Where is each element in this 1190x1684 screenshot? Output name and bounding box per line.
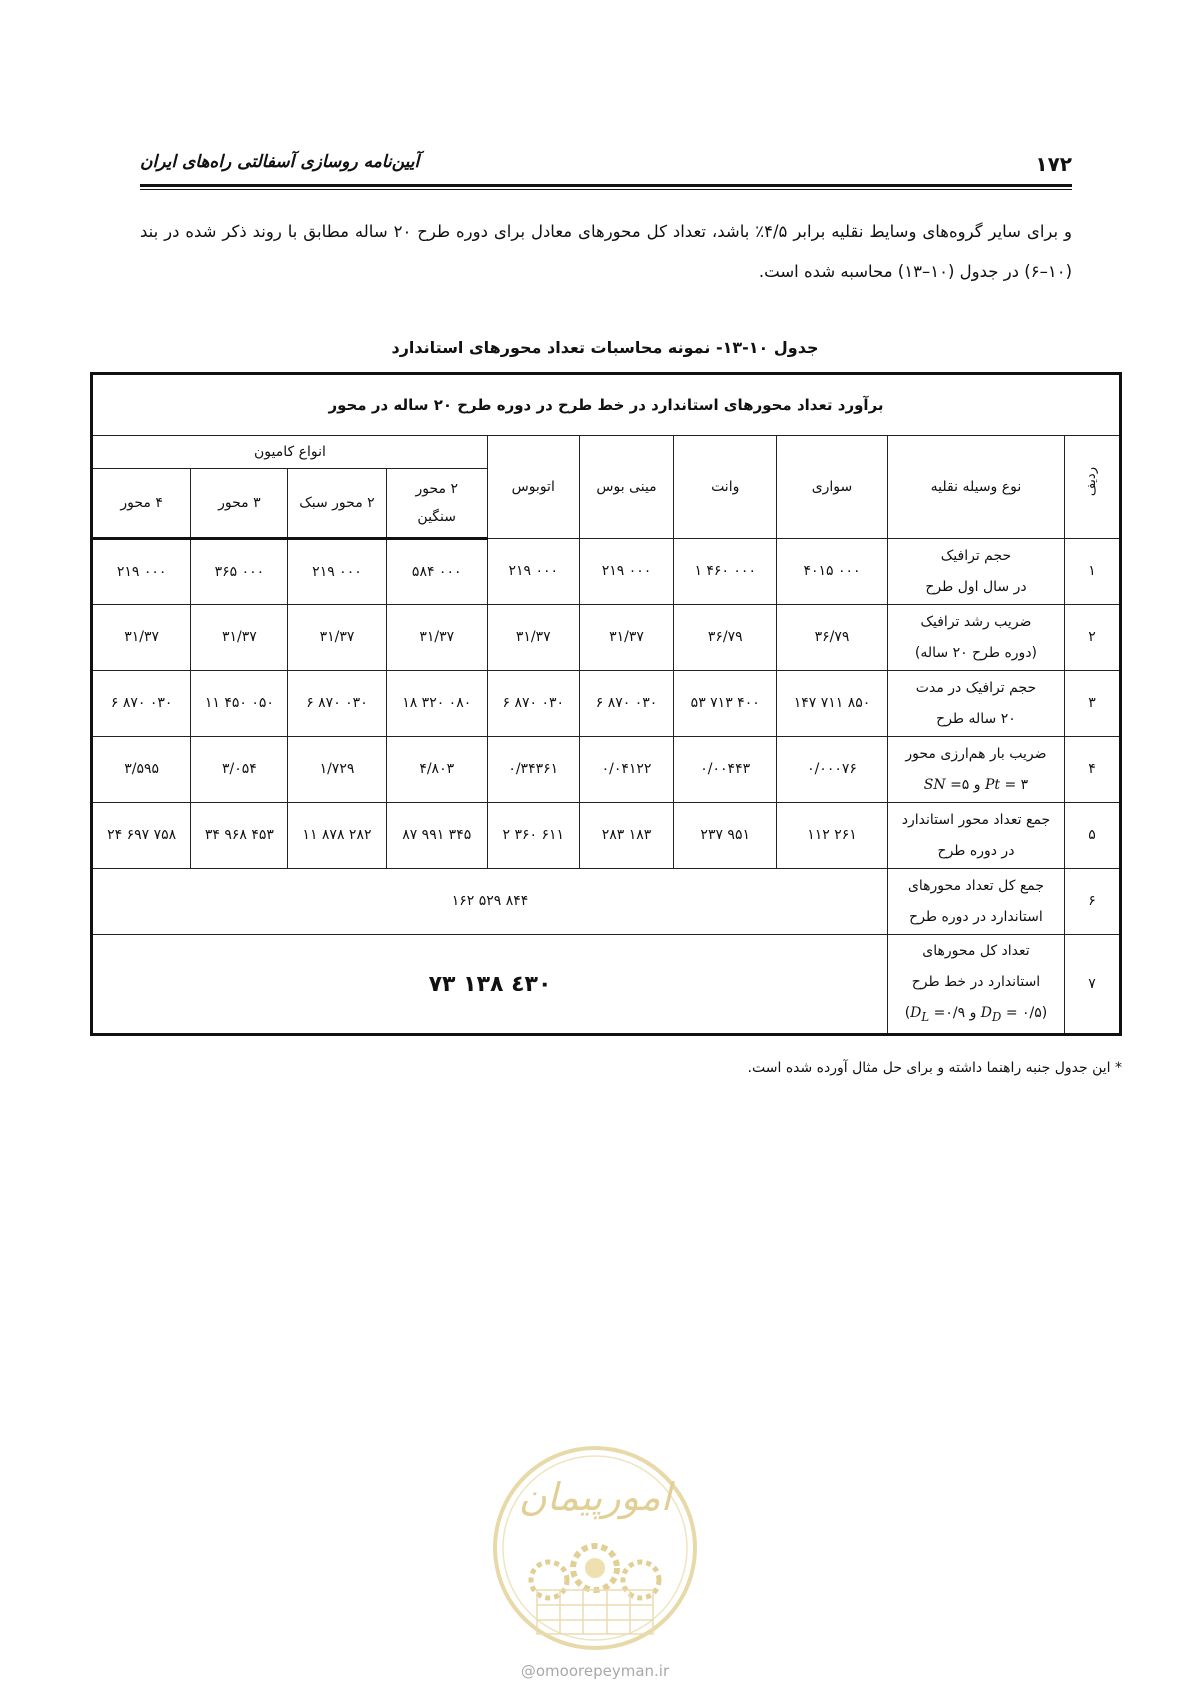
header-car: سواری: [776, 436, 887, 539]
seal-logo-icon: [487, 1440, 703, 1656]
table-caption: جدول ۱۰-۱۳- نمونه محاسبات تعداد محورهای استاندارد: [391, 338, 819, 357]
row-label-line: استاندارد در خط طرح: [911, 973, 1041, 990]
header-2axle-light: ۲ محور سبک: [288, 469, 386, 539]
cell-value: ۳۱/۳۷: [386, 605, 487, 671]
pt-value: = ۳: [1004, 776, 1029, 793]
cell-value: ۳۶/۷۹: [776, 605, 887, 671]
header-4axle: ۴ محور: [92, 469, 191, 539]
row-number: ۴: [1064, 737, 1120, 803]
sn-symbol: SN: [923, 776, 946, 793]
and-word: و: [969, 1004, 977, 1021]
row-number: ۵: [1064, 803, 1120, 869]
cell-value: ۴۰۱۵ ۰۰۰: [776, 539, 887, 605]
row-label: [888, 935, 1065, 1035]
cell-value: ۵۳ ۷۱۳ ۴۰۰: [674, 671, 776, 737]
header-2axle-label: ۲ محور: [415, 481, 458, 497]
header-2axle-heavy: [386, 469, 487, 539]
row-number: ۶: [1064, 869, 1120, 935]
cell-value: ۱۱ ۸۷۸ ۲۸۲: [288, 803, 386, 869]
row-label-line: ۲۰ ساله طرح: [936, 710, 1016, 727]
cell-value: ۶ ۸۷۰ ۰۳۰: [92, 671, 191, 737]
dl-subscript: L: [921, 1009, 930, 1024]
cell-value: ۳/۰۵۴: [191, 737, 288, 803]
standard-axles-table: [90, 372, 1122, 1036]
seal-text: امورپیمان: [518, 1475, 672, 1519]
row-number: ۲: [1064, 605, 1120, 671]
row-label-line: در سال اول طرح: [925, 578, 1027, 595]
cell-value: ۲۱۹ ۰۰۰: [288, 539, 386, 605]
row-label-formula: [892, 770, 1060, 801]
cell-value: ۵۸۴ ۰۰۰: [386, 539, 487, 605]
paren-open: (: [1041, 1004, 1048, 1021]
header-rule-thick: [140, 184, 1072, 187]
header-truck-group: انواع کامیون: [92, 436, 488, 469]
cell-value: ۳۴ ۹۶۸ ۴۵۳: [191, 803, 288, 869]
cell-value: ۰/۰۰۰۷۶: [776, 737, 887, 803]
row-label: [888, 737, 1065, 803]
cell-value: ۳۱/۳۷: [288, 605, 386, 671]
cell-value: ۳/۵۹۵: [92, 737, 191, 803]
intro-paragraph: و برای سایر گروه‌های وسایط نقلیه برابر ۴/۵٪ باشد، تعداد کل محورهای معادل برای دوره طرح ۲۰ ساله مطابق با روند ذکر شده در بند (۱۰–۶) در جدول (۱۰–۱۳) محاسبه شده است.: [140, 222, 1072, 281]
sn-value: =۵: [950, 776, 970, 793]
dd-value: = ۰/۵: [1005, 1004, 1042, 1021]
row-label-line: حجم ترافیک در مدت: [915, 679, 1037, 696]
cell-value: ۸۷ ۹۹۱ ۳۴۵: [386, 803, 487, 869]
cell-value: ۱۱ ۴۵۰ ۰۵۰: [191, 671, 288, 737]
header-bus: اتوبوس: [487, 436, 579, 539]
cell-value: ۲۳۷ ۹۵۱: [674, 803, 776, 869]
dd-symbol: D: [980, 1004, 993, 1021]
header-minibus: مینی بوس: [579, 436, 674, 539]
row-number: ۱: [1064, 539, 1120, 605]
row-label-line: استاندارد در دوره طرح: [909, 908, 1043, 925]
row-label: [888, 671, 1065, 737]
dl-value: =۰/۹: [933, 1004, 966, 1021]
cell-value: ۲۱۹ ۰۰۰: [92, 539, 191, 605]
cell-value: ۳۱/۳۷: [579, 605, 674, 671]
row-label-line: تعداد کل محورهای: [922, 942, 1030, 959]
cell-value: ۰/۳۴۳۶۱: [487, 737, 579, 803]
cell-value: ۲ ۳۶۰ ۶۱۱: [487, 803, 579, 869]
paren-close: ): [904, 1004, 911, 1021]
row-label: [888, 803, 1065, 869]
cell-value: ۱۴۷ ۷۱۱ ۸۵۰: [776, 671, 887, 737]
row-number: ۳: [1064, 671, 1120, 737]
cell-value: ۲۱۹ ۰۰۰: [487, 539, 579, 605]
header-rule-thin: [140, 189, 1072, 190]
table-banner: برآورد تعداد محورهای استاندارد در خط طرح در دوره طرح ۲۰ ساله در محور: [92, 374, 1121, 436]
pt-symbol: Pt: [984, 776, 1001, 793]
row-label: [888, 539, 1065, 605]
cell-value: ۲۸۳ ۱۸۳: [579, 803, 674, 869]
row-label: [888, 605, 1065, 671]
watermark-site: @omoorepeyman.ir: [520, 1662, 670, 1680]
cell-value: ۲۴ ۶۹۷ ۷۵۸: [92, 803, 191, 869]
running-head: [140, 146, 1072, 186]
and-word: و: [973, 776, 981, 793]
header-vehicle-type: نوع وسیله نقلیه: [888, 436, 1065, 539]
cell-value: ۶ ۸۷۰ ۰۳۰: [288, 671, 386, 737]
row-label-line: جمع کل تعداد محورهای: [907, 877, 1045, 894]
row-label-line: (دوره طرح ۲۰ ساله): [914, 644, 1038, 661]
header-3axle: ۳ محور: [191, 469, 288, 539]
cell-value: ۰/۰۴۱۲۲: [579, 737, 674, 803]
row-number: ۷: [1064, 935, 1120, 1035]
row-label-formula: [892, 998, 1060, 1033]
dd-subscript: D: [992, 1009, 1002, 1024]
grand-total-design-lane: ۷۳ ۱۳۸ ٤۳۰: [92, 935, 888, 1035]
book-title: آیین‌نامه روسازی آسفالتی راه‌های ایران: [140, 152, 420, 172]
cell-value: ۳۱/۳۷: [92, 605, 191, 671]
row-label-line: ضریب بار هم‌ارزی محور: [905, 745, 1047, 762]
header-row-number-label: ردیف: [1083, 467, 1099, 497]
table-footnote: * این جدول جنبه راهنما داشته و برای حل مثال آورده شده است.: [747, 1060, 1122, 1076]
header-pickup: وانت: [674, 436, 776, 539]
cell-value: ۱۱۲ ۲۶۱: [776, 803, 887, 869]
dl-symbol: D: [910, 1004, 922, 1021]
header-heavy-note: سنگین: [417, 509, 456, 525]
row-label-line: حجم ترافیک: [940, 547, 1012, 564]
cell-value: ۲۱۹ ۰۰۰: [579, 539, 674, 605]
header-row-number: [1064, 436, 1120, 539]
row-label: [888, 869, 1065, 935]
cell-value: ۶ ۸۷۰ ۰۳۰: [487, 671, 579, 737]
cell-value: ۱ ۴۶۰ ۰۰۰: [674, 539, 776, 605]
total-period-axles: ۱۶۲ ۵۲۹ ۸۴۴: [92, 869, 888, 935]
cell-value: ۳۱/۳۷: [191, 605, 288, 671]
cell-value: ۴/۸۰۳: [386, 737, 487, 803]
cell-value: ۰/۰۰۴۴۳: [674, 737, 776, 803]
cell-value: ۱/۷۲۹: [288, 737, 386, 803]
cell-value: ۳۶۵ ۰۰۰: [191, 539, 288, 605]
cell-value: ۶ ۸۷۰ ۰۳۰: [579, 671, 674, 737]
row-label-line: در دوره طرح: [937, 842, 1015, 859]
cell-value: ۳۶/۷۹: [674, 605, 776, 671]
page-number: ۱۷۲: [1035, 152, 1072, 176]
row-label-line: جمع تعداد محور استاندارد: [901, 811, 1051, 828]
cell-value: ۱۸ ۳۲۰ ۰۸۰: [386, 671, 487, 737]
row-label-line: ضریب رشد ترافیک: [920, 613, 1032, 630]
cell-value: ۳۱/۳۷: [487, 605, 579, 671]
